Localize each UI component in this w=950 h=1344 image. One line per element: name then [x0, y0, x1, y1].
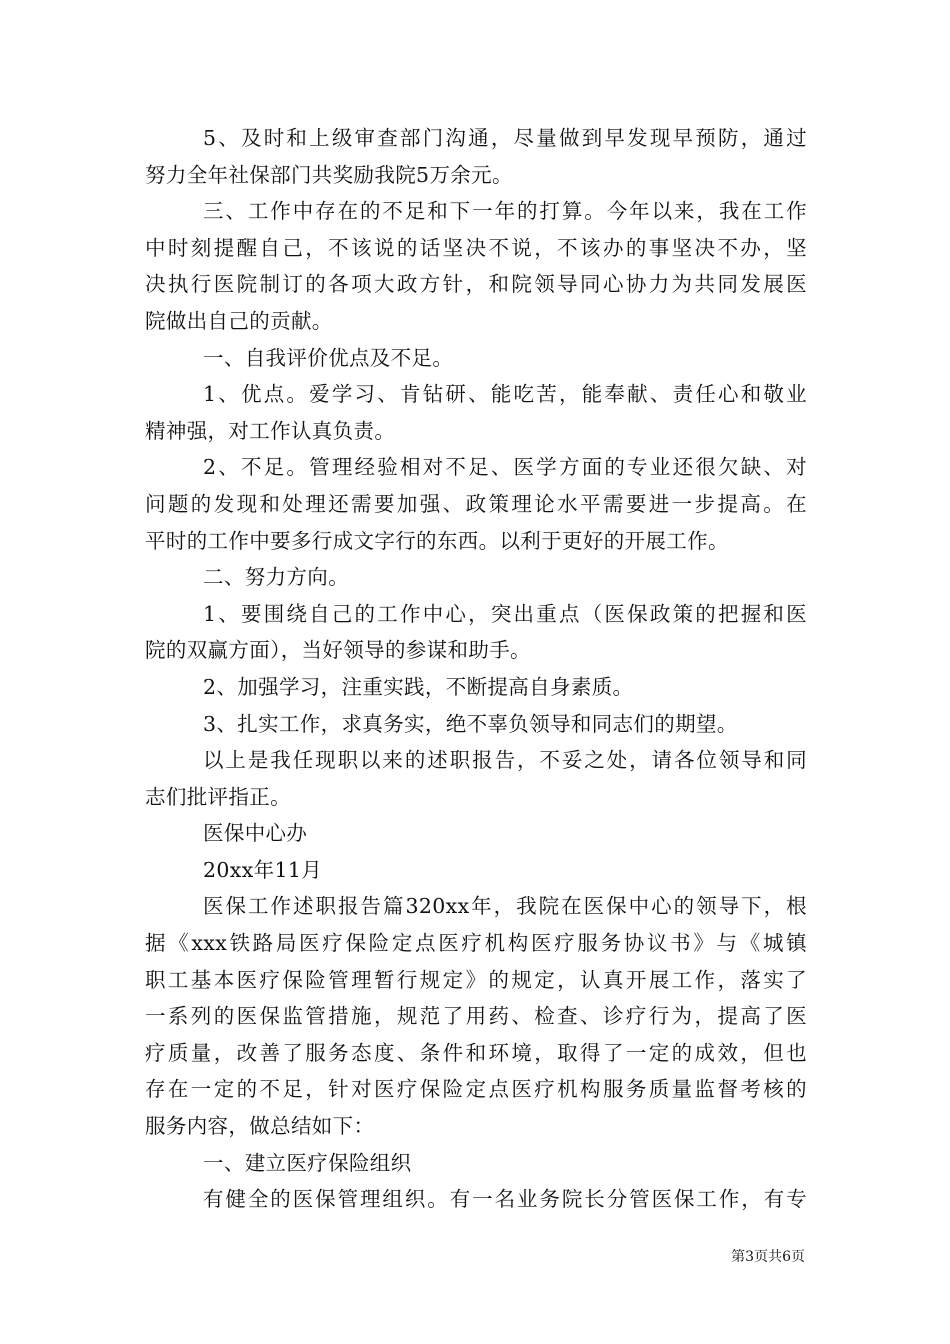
document-body — [145, 120, 807, 1218]
paragraph-line: 存在一定的不足，针对医疗保险定点医疗机构服务质量监督考核的 — [145, 1077, 807, 1102]
paragraph-line: 2、加强学习，注重实践，不断提高自身素质。 — [203, 674, 634, 699]
paragraph-line: 职工基本医疗保险管理暂行规定》的规定，认真开展工作，落实了 — [145, 967, 807, 992]
paragraph-line: 院做出自己的贡献。 — [145, 308, 333, 333]
paragraph-line: 服务内容，做总结如下： — [145, 1114, 375, 1139]
paragraph-line: 努力全年社保部门共奖励我院5万余元。 — [145, 162, 513, 187]
paragraph-line: 精神强，对工作认真负责。 — [145, 418, 396, 443]
paragraph-line: 据《xxx铁路局医疗保险定点医疗机构医疗服务协议书》与《城镇 — [145, 931, 807, 956]
paragraph-line: 决执行医院制订的各项大政方针，和院领导同心协力为共同发展医 — [145, 272, 807, 297]
paragraph-line: 中时刻提醒自己，不该说的话坚决不说，不该办的事坚决不办，坚 — [145, 235, 807, 260]
paragraph-line: 三、工作中存在的不足和下一年的打算。今年以来，我在工作 — [203, 199, 807, 224]
paragraph-line: 一系列的医保监管措施，规范了用药、检查、诊疗行为，提高了医 — [145, 1004, 807, 1029]
paragraph-line: 1、要围绕自己的工作中心，突出重点（医保政策的把握和医 — [203, 601, 807, 626]
paragraph-line: 医保工作述职报告篇320xx年，我院在医保中心的领导下，根 — [203, 894, 807, 919]
signature-date: 20xx年11月 — [203, 857, 323, 882]
paragraph-line: 2、不足。管理经验相对不足、医学方面的专业还很欠缺、对 — [203, 455, 807, 480]
section-heading: 一、建立医疗保险组织 — [203, 1150, 412, 1175]
section-heading: 二、努力方向。 — [203, 565, 349, 590]
paragraph-line: 院的双赢方面），当好领导的参谋和助手。 — [145, 638, 531, 663]
signature-department: 医保中心办 — [203, 821, 308, 846]
section-heading: 一、自我评价优点及不足。 — [203, 345, 454, 370]
paragraph-line: 1、优点。爱学习、肯钻研、能吃苦，能奉献、责任心和敬业 — [203, 382, 807, 407]
page-number-footer: 第3页共6页 — [731, 1249, 805, 1265]
paragraph-line: 5、及时和上级审查部门沟通，尽量做到早发现早预防，通过 — [203, 126, 807, 150]
paragraph-line: 志们批评指正。 — [145, 784, 291, 809]
paragraph-line: 平时的工作中要多行成文字行的东西。以利于更好的开展工作。 — [145, 528, 729, 553]
paragraph-line: 疗质量，改善了服务态度、条件和环境，取得了一定的成效，但也 — [145, 1040, 807, 1065]
paragraph-line: 问题的发现和处理还需要加强、政策理论水平需要进一步提高。在 — [145, 491, 807, 516]
paragraph-line: 以上是我任现职以来的述职报告，不妥之处，请各位领导和同 — [203, 748, 807, 773]
paragraph-line: 有健全的医保管理组织。有一名业务院长分管医保工作，有专 — [203, 1187, 807, 1212]
paragraph-line: 3、扎实工作，求真务实，绝不辜负领导和同志们的期望。 — [203, 711, 738, 736]
